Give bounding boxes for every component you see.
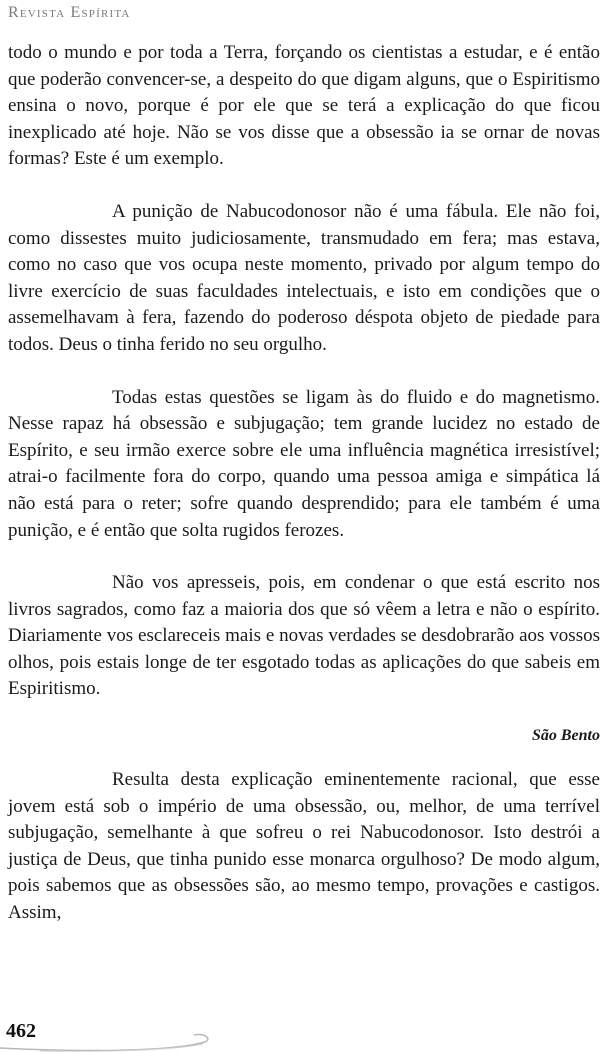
- paragraph-2: A punição de Nabucodonosor não é uma fábula. Ele não foi, como dissestes muito judiciosamente, transmudado em fera; mas estava, como no caso que vos ocupa neste momento, privado por algum tempo do livre exercício de suas faculdades intelectuais, e isto em condições que o assemelhavam à fera, fazendo do poderoso déspota objeto de piedade para todos. Deus o tinha ferido no seu orgulho.: [8, 200, 600, 355]
- paragraph-3: Todas estas questões se ligam às do fluido e do magnetismo. Nesse rapaz há obsessão e subjugação; tem grande lucidez no estado de Espírito, e seu irmão exerce sobre ele uma influência magnética irresistível; atrai-o facilmente fora do corpo, quando uma pessoa amiga e simpática lá não está para o reter; sofre quando desprendido; para ele também é uma punição, e é então que solta rugidos ferozes.: [8, 386, 600, 541]
- page-body: [8, 40, 600, 927]
- author-signature: São Bento: [531, 727, 600, 745]
- paragraph-5: Resulta desta explicação eminentemente racional, que esse jovem está sob o império de uma obsessão, ou, melhor, de uma terrível subjugação, semelhante à que sofreu o rei Nabucodonosor. Isto destrói a justiça de Deus, que tinha punido esse monarca orgulhoso? De modo algum, pois sabemos que as obsessões são, ao mesmo tempo, provações e castigos. Assim,: [8, 769, 600, 924]
- footer-swoosh-ornament: [0, 1018, 260, 1052]
- paragraph-1: todo o mundo e por toda a Terra, forçando os cientistas a estudar, e é então que poderão convencer-se, a despeito do que digam alguns, que o Espiritismo ensina o novo, porque é por ele que se terá a explicação do que ficou inexplicado até hoje. Não se vos disse que a obsessão ia se ornar de novas formas? Este é um exemplo.: [8, 42, 600, 170]
- running-head: Revista Espírita: [8, 4, 131, 21]
- paragraph-4: Não vos apresseis, pois, em condenar o que está escrito nos livros sagrados, como faz a maioria dos que só vêem a letra e não o espírito. Diariamente vos esclareceis mais e novas verdades se desdobrarão aos vossos olhos, pois estais longe de ter esgotado todas as aplicações do que sabeis em Espiritismo.: [8, 572, 600, 700]
- page-number: 462: [6, 1020, 36, 1042]
